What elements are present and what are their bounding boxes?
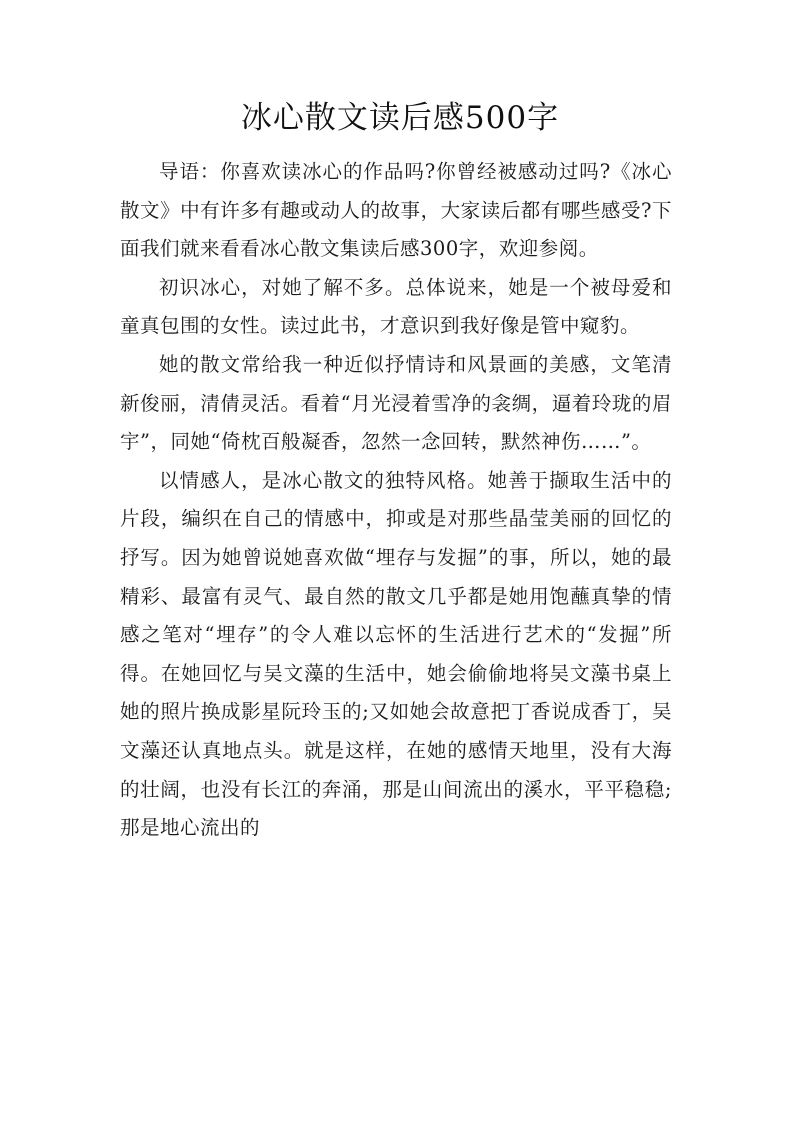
paragraph-emotion: 以情感人，是冰心散文的独特风格。她善于撷取生活中的片段，编织在自己的情感中，抑或是对那些晶莹美丽的回忆的抒写。因为她曾说她喜欢做“埋存与发掘”的事，所以，她的最精彩、最富有灵气、最自然的散文几乎都是她用饱蘸真挚的情感之笔对“埋存”的令人难以忘怀的生活进行艺术的“发掘”所得。在她回忆与吴文藻的生活中，她会偷偷地将吴文藻书桌上她的照片换成影星阮玲玉的;又如她会故意把丁香说成香丁，吴文藻还认真地点头。就是这样，在她的感情天地里，没有大海的壮阔，也没有长江的奔涌，那是山间流出的溪水，平平稳稳;那是地心流出的 bbox=[120, 468, 672, 840]
document-title: 冰心散文读后感500字 bbox=[240, 100, 560, 136]
paragraph-intro: 导语：你喜欢读冰心的作品吗?你曾经被感动过吗?《冰心散文》中有许多有趣或动人的故事，大家读后都有哪些感受?下面我们就来看看冰心散文集读后感300字，欢迎参阅。 bbox=[120, 160, 672, 261]
paragraph-style: 她的散文常给我一种近似抒情诗和风景画的美感，文笔清新俊丽，清倩灵活。看着“月光浸着雪净的衾绸，逼着玲珑的眉宇”，同她“倚枕百般凝香，忽然一念回转，默然神伤……”。 bbox=[120, 352, 672, 454]
document-body bbox=[120, 153, 672, 848]
paragraph-first-impression: 初识冰心，对她了解不多。总体说来，她是一个被母爱和童真包围的女性。读过此书，才意识到我好像是管中窥豹。 bbox=[120, 275, 672, 338]
